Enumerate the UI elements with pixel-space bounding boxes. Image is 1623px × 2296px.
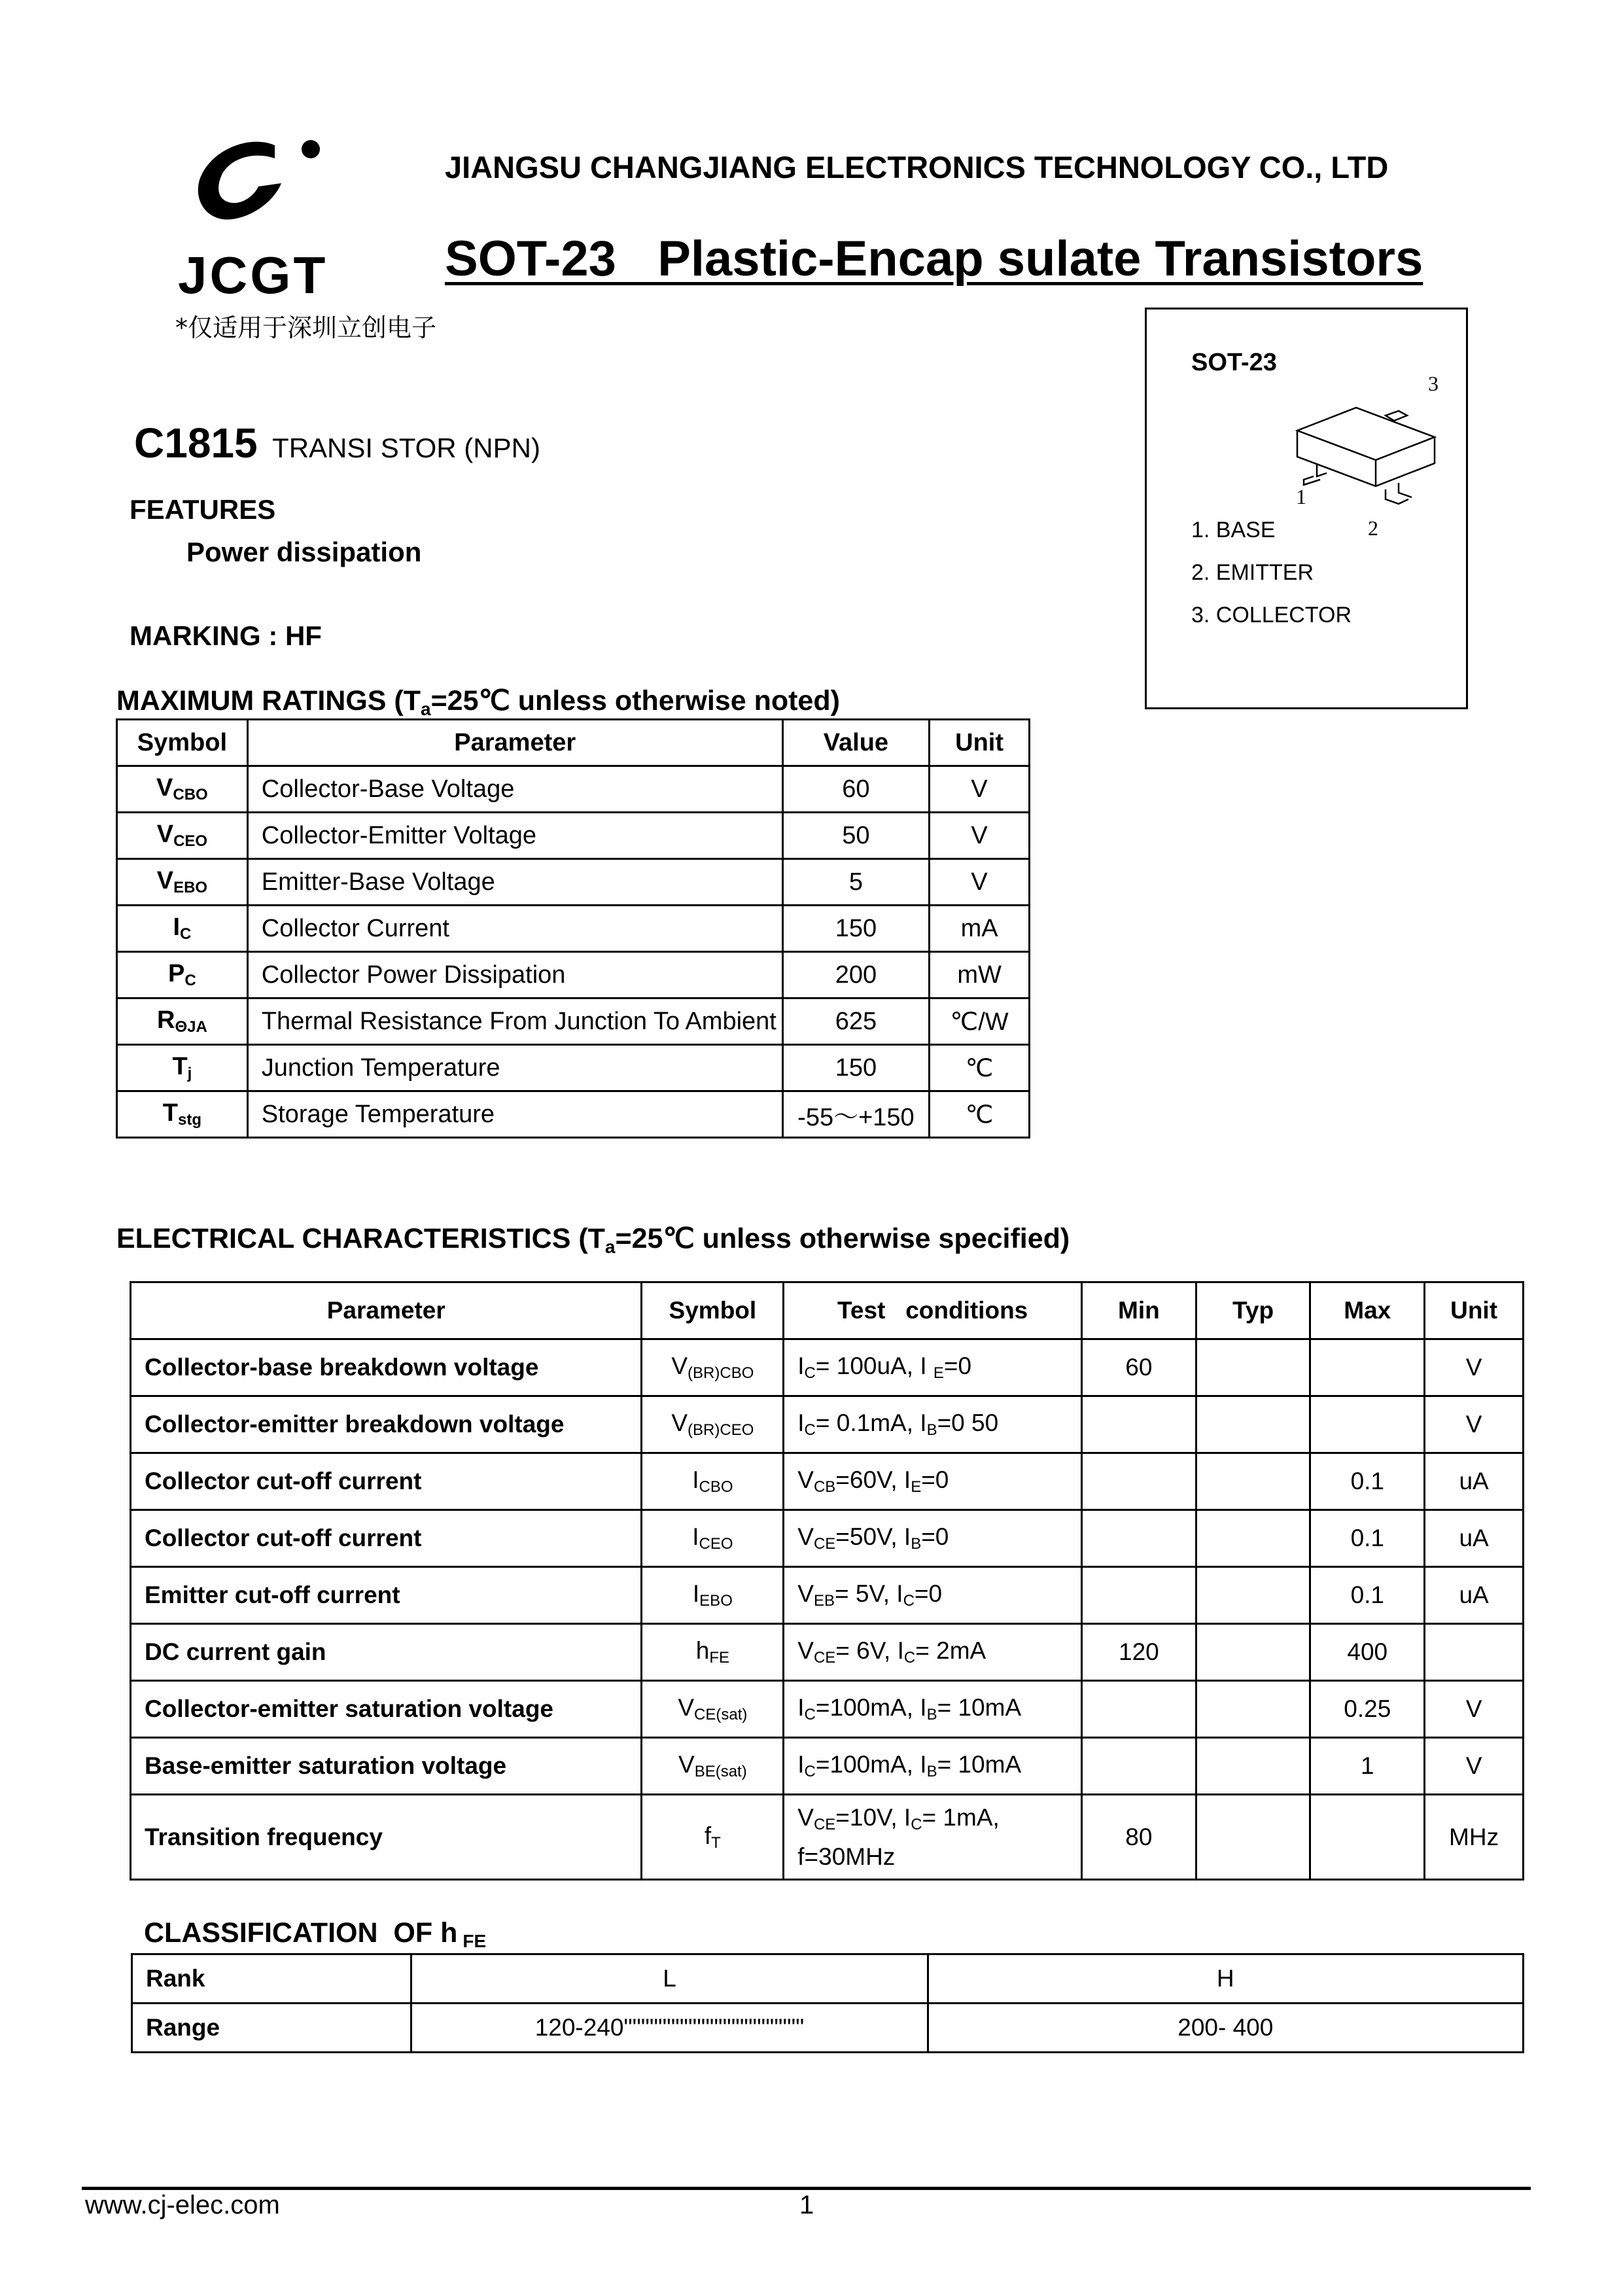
- condition-line: [797, 1352, 1081, 1383]
- unit-cell: V: [1425, 1738, 1524, 1795]
- cond-text: =10V, I: [835, 1803, 911, 1831]
- cond-text: =60V, I: [835, 1466, 911, 1493]
- condition-line: [797, 1751, 1081, 1781]
- table-row: [117, 952, 1030, 998]
- symbol-main: V: [678, 1694, 695, 1721]
- condition-line: [797, 1804, 1081, 1834]
- col-header: Value: [782, 720, 930, 766]
- min-cell: [1082, 1510, 1196, 1567]
- feature-item: Power dissipation: [186, 537, 422, 567]
- cond-sub: C: [804, 1364, 816, 1382]
- symbol-sub: CEO: [173, 832, 208, 850]
- cond-text: = 5V, I: [834, 1580, 903, 1607]
- symbol-cell: [642, 1396, 784, 1453]
- pin-base: 1. BASE: [1191, 518, 1276, 542]
- cond-text: V: [797, 1580, 814, 1607]
- parameter-cell: Base-emitter saturation voltage: [131, 1738, 642, 1795]
- cond-sub: B: [926, 1706, 937, 1723]
- parameter-cell: Collector Current: [247, 906, 782, 952]
- value-cell: 50: [782, 813, 930, 859]
- col-header: Typ: [1196, 1282, 1310, 1339]
- typ-cell: [1196, 1396, 1310, 1453]
- parameter-cell: Emitter cut-off current: [131, 1567, 642, 1624]
- condition-line: [797, 1637, 1081, 1667]
- symbol-cell: [642, 1453, 784, 1510]
- symbol-sub: FE: [709, 1649, 729, 1667]
- condition-cell: [784, 1339, 1082, 1396]
- condition-line: [797, 1694, 1081, 1724]
- table-header-row: [117, 720, 1030, 766]
- heading-part: =25℃ unless otherwise specified): [615, 1223, 1070, 1254]
- max-cell: 0.25: [1310, 1681, 1425, 1738]
- table-row: [132, 2004, 1524, 2053]
- electrical-table: [130, 1281, 1524, 1881]
- col-header: Max: [1310, 1282, 1425, 1339]
- unit-cell: V: [930, 813, 1030, 859]
- symbol-sub: ΘJA: [175, 1018, 207, 1036]
- table-row: [117, 766, 1030, 813]
- part-type: TRANSI STOR (NPN): [272, 433, 540, 463]
- class-l-cell: 120-240""""""""""""""""""""": [411, 2004, 928, 2053]
- symbol-cell: [117, 1045, 248, 1091]
- parameter-cell: Collector-emitter saturation voltage: [131, 1681, 642, 1738]
- min-cell: 80: [1082, 1795, 1196, 1880]
- cond-text: =0: [921, 1466, 949, 1493]
- cond-text: V: [797, 1466, 814, 1493]
- unit-cell: [1425, 1624, 1524, 1681]
- jcgt-logo-icon: [177, 131, 334, 249]
- col-header: Parameter: [247, 720, 782, 766]
- cond-sub: CE: [813, 1649, 836, 1667]
- max-cell: [1310, 1396, 1425, 1453]
- table-row: [131, 1624, 1524, 1681]
- cond-sub: CB: [813, 1478, 836, 1496]
- cond-sub: EB: [813, 1592, 835, 1610]
- min-cell: [1082, 1396, 1196, 1453]
- symbol-cell: [642, 1795, 784, 1880]
- part-number: C1815: [134, 419, 258, 467]
- cond-sub: B: [911, 1535, 922, 1553]
- symbol-main: T: [162, 1099, 178, 1127]
- symbol-main: R: [156, 1006, 175, 1034]
- symbol-main: I: [692, 1580, 700, 1607]
- symbol-sub: C: [180, 925, 192, 943]
- symbol-cell: [642, 1624, 784, 1681]
- table-row: [131, 1681, 1524, 1738]
- cond-text: = 100uA, I: [815, 1352, 934, 1379]
- col-header: Parameter: [131, 1282, 642, 1339]
- col-header: Min: [1082, 1282, 1196, 1339]
- symbol-cell: [117, 1091, 248, 1138]
- typ-cell: [1196, 1795, 1310, 1880]
- pin-collector: 3. COLLECTOR: [1191, 603, 1352, 627]
- unit-cell: V: [1425, 1396, 1524, 1453]
- parameter-cell: Collector-emitter breakdown voltage: [131, 1396, 642, 1453]
- cond-sub: E: [933, 1364, 944, 1382]
- symbol-cell: [117, 998, 248, 1045]
- symbol-sub: j: [187, 1065, 192, 1082]
- col-header: Unit: [1425, 1282, 1524, 1339]
- cond-text: = 0.1mA, I: [815, 1409, 927, 1436]
- cond-text: =0 50: [937, 1409, 999, 1436]
- condition-line: [797, 1409, 1081, 1439]
- cond-text: = 1mA,: [922, 1803, 1000, 1831]
- cond-sub: E: [911, 1478, 922, 1496]
- typ-cell: [1196, 1624, 1310, 1681]
- symbol-cell: [642, 1339, 784, 1396]
- max-cell: 400: [1310, 1624, 1425, 1681]
- symbol-main: V: [156, 774, 173, 802]
- symbol-sub: EBO: [699, 1592, 733, 1610]
- table-row: [117, 906, 1030, 952]
- parameter-cell: Collector cut-off current: [131, 1453, 642, 1510]
- parameter-cell: Emitter-Base Voltage: [247, 859, 782, 906]
- table-row: [131, 1339, 1524, 1396]
- typ-cell: [1196, 1567, 1310, 1624]
- cond-sub: C: [911, 1815, 922, 1833]
- table-row: [117, 1091, 1030, 1138]
- value-cell: 625: [782, 998, 930, 1045]
- heading-part: MAXIMUM RATINGS (T: [116, 685, 421, 716]
- cond-sub: CE: [813, 1815, 836, 1833]
- cond-text: V: [797, 1637, 814, 1664]
- unit-cell: ℃: [930, 1091, 1030, 1138]
- max-cell: 1: [1310, 1738, 1425, 1795]
- symbol-cell: [117, 906, 248, 952]
- cond-text: = 2mA: [915, 1637, 986, 1664]
- cond-sub: C: [804, 1421, 816, 1439]
- unit-cell: uA: [1425, 1453, 1524, 1510]
- cond-sub: C: [903, 1592, 915, 1610]
- company-name: JIANGSU CHANGJIANG ELECTRONICS TECHNOLOGY CO., LTD: [445, 150, 1389, 185]
- table-row: [132, 1954, 1524, 2004]
- symbol-main: h: [695, 1637, 710, 1664]
- cond-sub: C: [804, 1706, 816, 1723]
- cond-text: V: [797, 1523, 814, 1550]
- parameter-cell: Transition frequency: [131, 1795, 642, 1880]
- typ-cell: [1196, 1681, 1310, 1738]
- min-cell: 60: [1082, 1339, 1196, 1396]
- value-cell: 200: [782, 952, 930, 998]
- unit-cell: ℃: [930, 1045, 1030, 1091]
- package-box: [1145, 308, 1468, 709]
- cond-text: =0: [921, 1523, 949, 1550]
- symbol-main: V: [156, 821, 174, 848]
- pin-emitter: 2. EMITTER: [1191, 560, 1314, 585]
- condition-line: f=30MHz: [797, 1843, 896, 1870]
- symbol-sub: CE(sat): [694, 1706, 748, 1723]
- cond-text: I: [797, 1409, 805, 1436]
- heading-part: CLASSIFICATION OF h: [144, 1917, 458, 1949]
- symbol-cell: [117, 952, 248, 998]
- part-heading: [134, 419, 540, 467]
- typ-cell: [1196, 1738, 1310, 1795]
- table-row: [131, 1738, 1524, 1795]
- symbol-main: f: [704, 1822, 712, 1849]
- symbol-main: V: [156, 867, 174, 894]
- symbol-main: I: [173, 913, 180, 941]
- symbol-cell: [117, 766, 248, 813]
- cond-text: =100mA, I: [815, 1694, 927, 1721]
- heading-part: =25℃ unless otherwise noted): [430, 685, 840, 716]
- unit-cell: V: [1425, 1681, 1524, 1738]
- symbol-main: T: [172, 1053, 188, 1080]
- heading-part: ELECTRICAL CHARACTERISTICS (T: [116, 1223, 605, 1254]
- symbol-sub: CBO: [173, 786, 208, 804]
- cond-text: V: [797, 1803, 814, 1831]
- typ-cell: [1196, 1510, 1310, 1567]
- max-cell: [1310, 1795, 1425, 1880]
- symbol-cell: [642, 1567, 784, 1624]
- max-cell: 0.1: [1310, 1567, 1425, 1624]
- condition-cell: [784, 1396, 1082, 1453]
- symbol-cell: [117, 813, 248, 859]
- cond-text: = 6V, I: [835, 1637, 904, 1664]
- condition-line: [797, 1580, 1081, 1610]
- unit-cell: uA: [1425, 1567, 1524, 1624]
- min-cell: 120: [1082, 1624, 1196, 1681]
- table-header-row: [131, 1282, 1524, 1339]
- value-cell: 60: [782, 766, 930, 813]
- pin-number-2: 2: [1368, 516, 1378, 540]
- parameter-cell: Collector-Emitter Voltage: [247, 813, 782, 859]
- cond-sub: B: [926, 1421, 937, 1439]
- classification-heading: [144, 1917, 486, 1952]
- condition-cell: [784, 1795, 1082, 1880]
- condition-cell: [784, 1624, 1082, 1681]
- unit-cell: MHz: [1425, 1795, 1524, 1880]
- symbol-main: V: [671, 1409, 688, 1436]
- symbol-main: V: [678, 1751, 695, 1778]
- table-row: [117, 998, 1030, 1045]
- parameter-cell: Storage Temperature: [247, 1091, 782, 1138]
- parameter-cell: DC current gain: [131, 1624, 642, 1681]
- max-cell: 0.1: [1310, 1453, 1425, 1510]
- classification-table: [131, 1953, 1524, 2053]
- typ-cell: [1196, 1339, 1310, 1396]
- unit-cell: mA: [930, 906, 1030, 952]
- symbol-main: V: [671, 1352, 688, 1379]
- footer-rule: [82, 2187, 1531, 2190]
- min-cell: [1082, 1738, 1196, 1795]
- cond-text: =50V, I: [835, 1523, 911, 1550]
- unit-cell: V: [930, 859, 1030, 906]
- symbol-sub: CBO: [699, 1478, 733, 1496]
- max-cell: [1310, 1339, 1425, 1396]
- min-cell: [1082, 1567, 1196, 1624]
- condition-cell: [784, 1453, 1082, 1510]
- cond-text: I: [797, 1352, 805, 1379]
- unit-cell: V: [1425, 1339, 1524, 1396]
- symbol-cell: [117, 859, 248, 906]
- parameter-cell: Junction Temperature: [247, 1045, 782, 1091]
- cond-text: = 10mA: [937, 1694, 1022, 1721]
- table-row: [131, 1453, 1524, 1510]
- pin-number-1: 1: [1296, 485, 1306, 508]
- unit-cell: ℃/W: [930, 998, 1030, 1045]
- page-number: 1: [799, 2191, 814, 2219]
- col-header: Unit: [930, 720, 1030, 766]
- condition-line: [797, 1466, 1081, 1496]
- company-logo: [177, 131, 334, 249]
- table-row: [117, 813, 1030, 859]
- heading-sub: FE: [462, 1931, 487, 1951]
- heading-sub: a: [420, 699, 431, 719]
- symbol-sub: EBO: [173, 879, 208, 896]
- value-cell: -55～+150: [782, 1091, 930, 1138]
- condition-cell: [784, 1681, 1082, 1738]
- class-h-cell: H: [928, 1954, 1523, 2004]
- symbol-cell: [642, 1510, 784, 1567]
- typ-cell: [1196, 1453, 1310, 1510]
- parameter-cell: Thermal Resistance From Junction To Ambient: [247, 998, 782, 1045]
- condition-cell: [784, 1510, 1082, 1567]
- class-l-cell: L: [411, 1954, 928, 2004]
- table-row: [131, 1795, 1524, 1880]
- symbol-main: I: [692, 1466, 699, 1493]
- parameter-cell: Collector-Base Voltage: [247, 766, 782, 813]
- cond-sub: C: [903, 1649, 916, 1667]
- value-cell: 5: [782, 859, 930, 906]
- parameter-cell: Collector-base breakdown voltage: [131, 1339, 642, 1396]
- col-header: Test conditions: [784, 1282, 1082, 1339]
- table-row: [131, 1396, 1524, 1453]
- page-title: SOT-23 Plastic-Encap sulate Transistors: [445, 231, 1423, 287]
- cond-text: = 10mA: [937, 1751, 1022, 1778]
- symbol-sub: stg: [178, 1111, 201, 1129]
- symbol-main: P: [168, 960, 185, 987]
- symbol-cell: [642, 1738, 784, 1795]
- condition-cell: [784, 1567, 1082, 1624]
- pin-number-3: 3: [1428, 372, 1439, 395]
- marking: MARKING : HF: [130, 620, 322, 651]
- col-header: Symbol: [642, 1282, 784, 1339]
- cond-text: =0: [914, 1580, 943, 1607]
- symbol-sub: T: [711, 1833, 721, 1852]
- max-ratings-heading: [116, 684, 840, 720]
- symbol-sub: C: [184, 972, 196, 989]
- condition-cell: [784, 1738, 1082, 1795]
- cond-text: I: [797, 1751, 805, 1778]
- class-h-cell: 200- 400: [928, 2004, 1523, 2053]
- logo-text: JCGT: [178, 246, 328, 304]
- symbol-main: I: [692, 1523, 699, 1550]
- parameter-cell: Collector cut-off current: [131, 1510, 642, 1567]
- unit-cell: V: [930, 766, 1030, 813]
- symbol-sub: CEO: [699, 1535, 733, 1553]
- cond-sub: C: [804, 1763, 816, 1780]
- symbol-sub: BE(sat): [694, 1763, 747, 1780]
- cond-sub: B: [926, 1763, 937, 1780]
- unit-cell: uA: [1425, 1510, 1524, 1567]
- value-cell: 150: [782, 1045, 930, 1091]
- cond-text: =100mA, I: [815, 1751, 927, 1778]
- parameter-cell: Collector Power Dissipation: [247, 952, 782, 998]
- symbol-sub: (BR)CEO: [688, 1421, 754, 1439]
- col-header: Symbol: [117, 720, 248, 766]
- max-ratings-table: [116, 718, 1030, 1139]
- table-row: [117, 859, 1030, 906]
- table-row: [131, 1567, 1524, 1624]
- min-cell: [1082, 1681, 1196, 1738]
- heading-sub: a: [604, 1237, 616, 1257]
- unit-cell: mW: [930, 952, 1030, 998]
- logo-note: *仅适用于深圳立创电子: [175, 313, 437, 342]
- electrical-heading: [116, 1222, 1070, 1258]
- condition-line: [797, 1523, 1081, 1553]
- footer-url[interactable]: www.cj-elec.com: [85, 2191, 280, 2219]
- max-cell: 0.1: [1310, 1510, 1425, 1567]
- table-row: [117, 1045, 1030, 1091]
- cond-text: I: [797, 1694, 805, 1721]
- min-cell: [1082, 1453, 1196, 1510]
- cond-sub: CE: [813, 1535, 836, 1553]
- class-label-cell: Rank: [132, 1954, 411, 2004]
- value-cell: 150: [782, 906, 930, 952]
- symbol-cell: [642, 1681, 784, 1738]
- cond-text: =0: [943, 1352, 972, 1379]
- class-label-cell: Range: [132, 2004, 411, 2053]
- table-row: [131, 1510, 1524, 1567]
- features-heading: FEATURES: [130, 494, 276, 525]
- symbol-sub: (BR)CBO: [688, 1364, 754, 1382]
- package-title: SOT-23: [1191, 349, 1277, 376]
